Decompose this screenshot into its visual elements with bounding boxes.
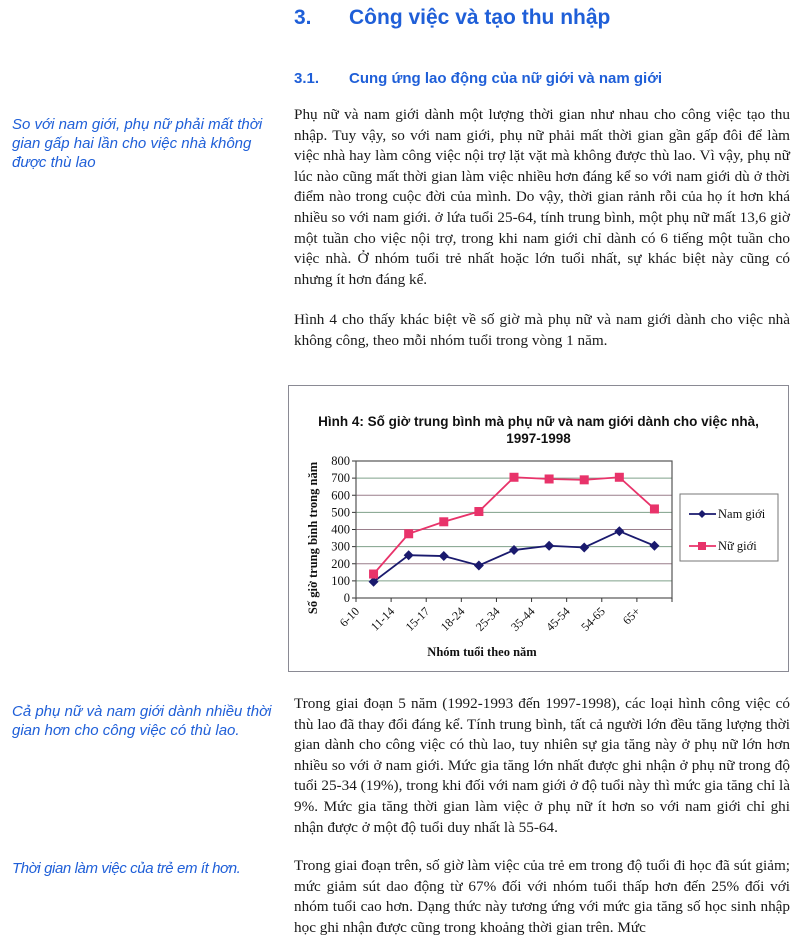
data-point-male <box>649 541 659 551</box>
y-tick-label: 200 <box>331 556 350 571</box>
section-heading <box>294 6 610 30</box>
paragraph-housework: Phụ nữ và nam giới dành một lượng thời gian như nhau cho công việc tạo thu nhập. Tuy vậy, so với nam giới, phụ nữ phải mất thời gian gần gấp đôi để làm việc nhà hay làm công việc nội trợ lặt vặt mà không được thù lao. Vì vậy, phụ nữ lúc nào cũng mất thời gian làm việc nhiều hơn đáng kể so với nam giới dù ở thời điểm nào trong cuộc đời của mình. Do vậy, thời gian rảnh rỗi của họ ít hơn khá nhiều so với nam giới. ở lứa tuổi 25-64, tính trung bình, một phụ nữ mất 13,6 giờ một tuần cho việc nội trợ, trong khi nam giới chỉ dành có 6 tiếng một tuần cho việc nhà. Ở nhóm tuổi trẻ nhất hoặc lớn tuổi nhất, sự khác biệt này cũng có nhưng ít hơn đáng kể. <box>294 106 790 288</box>
chart-title-line2: 1997-1998 <box>506 431 571 446</box>
series-line-male <box>374 531 655 582</box>
data-point-male <box>474 560 484 570</box>
figure-4-chart <box>288 385 789 672</box>
data-point-female <box>369 570 378 579</box>
y-axis-label: Số giờ trung bình trong năm <box>306 461 320 615</box>
paragraph-figure-intro: Hình 4 cho thấy khác biệt về số giờ mà phụ nữ và nam giới dành cho việc nhà không công, theo mỗi nhóm tuổi trong vòng 1 năm. <box>294 311 790 349</box>
y-tick-label: 600 <box>331 488 350 503</box>
chart-title-line1: Hình 4: Số giờ trung bình mà phụ nữ và nam giới dành cho việc nhà, <box>318 414 759 429</box>
y-tick-label: 800 <box>331 454 350 468</box>
data-point-male <box>579 542 589 552</box>
data-point-female <box>650 504 659 513</box>
x-tick-label: 35-44 <box>507 604 538 634</box>
x-tick-label: 54-65 <box>578 604 608 634</box>
paragraph-paid-work: Trong giai đoạn 5 năm (1992-1993 đến 1997-1998), các loại hình công việc có thù lao đã thay đổi đáng kể. Tính trung bình, tất cả người lớn đều tăng lượng thời gian dành cho công việc có thù lao, tuy nhiên sự gia tăng này ở phụ nữ lớn hơn nhiều so với ở nam giới. Mức gia tăng lớn nhất được ghi nhận ở phụ nữ trong độ tuổi 25-34 (19%), trong khi đối với nam giới ở độ tuổi này thì mức gia tăng chỉ là 9%. Mức gia tăng thời gian làm việc ở phụ nữ ít hơn so với nam giới chỉ ghi nhận được ở một độ tuổi duy nhất là 55-64. <box>294 695 790 836</box>
data-point-female <box>615 473 624 482</box>
data-point-female <box>580 475 589 484</box>
x-tick-label: 6-10 <box>336 604 363 630</box>
x-tick-label: 65+ <box>619 604 644 628</box>
data-point-female <box>439 517 448 526</box>
legend-label: Nữ giới <box>718 539 757 553</box>
subsection-heading <box>294 70 662 87</box>
y-tick-label: 400 <box>331 522 350 537</box>
subsection-number: 3.1. <box>294 70 320 87</box>
x-tick-label: 18-24 <box>437 604 468 634</box>
y-tick-label: 700 <box>331 471 350 486</box>
sidenote-housework: So với nam giới, phụ nữ phải mất thời gian gấp hai lần cho việc nhà không được thù lao <box>12 116 263 171</box>
data-point-female <box>545 474 554 483</box>
data-point-female <box>510 473 519 482</box>
chart-canvas <box>289 386 788 671</box>
legend-label: Nam giới <box>718 507 766 521</box>
data-point-male <box>544 541 554 551</box>
x-tick-label: 45-54 <box>543 604 573 634</box>
y-tick-label: 100 <box>331 573 350 588</box>
y-tick-label: 500 <box>331 505 350 520</box>
section-number: 3. <box>294 6 312 29</box>
x-tick-label: 11-14 <box>367 604 398 634</box>
section-title: Công việc và tạo thu nhập <box>349 6 611 29</box>
sidenote-paid-work: Cả phụ nữ và nam giới dành nhiều thời gian hơn cho công việc có thù lao. <box>12 703 272 739</box>
data-point-male <box>614 526 624 536</box>
paragraph-children: Trong giai đoạn trên, số giờ làm việc của trẻ em trong độ tuổi đi học đã sút giảm; mức giảm sút dao động từ 67% đối với nhóm tuổi thấp hơn đến 25% đối với nhóm tuổi cao hơn. Dạng thức này tương ứng với mức gia tăng số học sinh nhập học ghi nhận được cũng trong khoảng thời gian trên. Mức <box>294 857 790 936</box>
x-tick-label: 25-34 <box>472 604 503 634</box>
sidenote-children: Thời gian làm việc của trẻ em ít hơn. <box>12 860 241 877</box>
data-point-male <box>439 551 449 561</box>
series-line-female <box>374 477 655 574</box>
y-tick-label: 0 <box>343 591 350 605</box>
x-axis-label: Nhóm tuổi theo năm <box>427 645 537 659</box>
subsection-title: Cung ứng lao động của nữ giới và nam giới <box>349 70 663 87</box>
legend-square-icon <box>698 542 706 550</box>
y-tick-label: 300 <box>331 539 350 554</box>
x-tick-label: 15-17 <box>402 604 433 634</box>
data-point-female <box>404 529 413 538</box>
data-point-female <box>474 507 483 516</box>
